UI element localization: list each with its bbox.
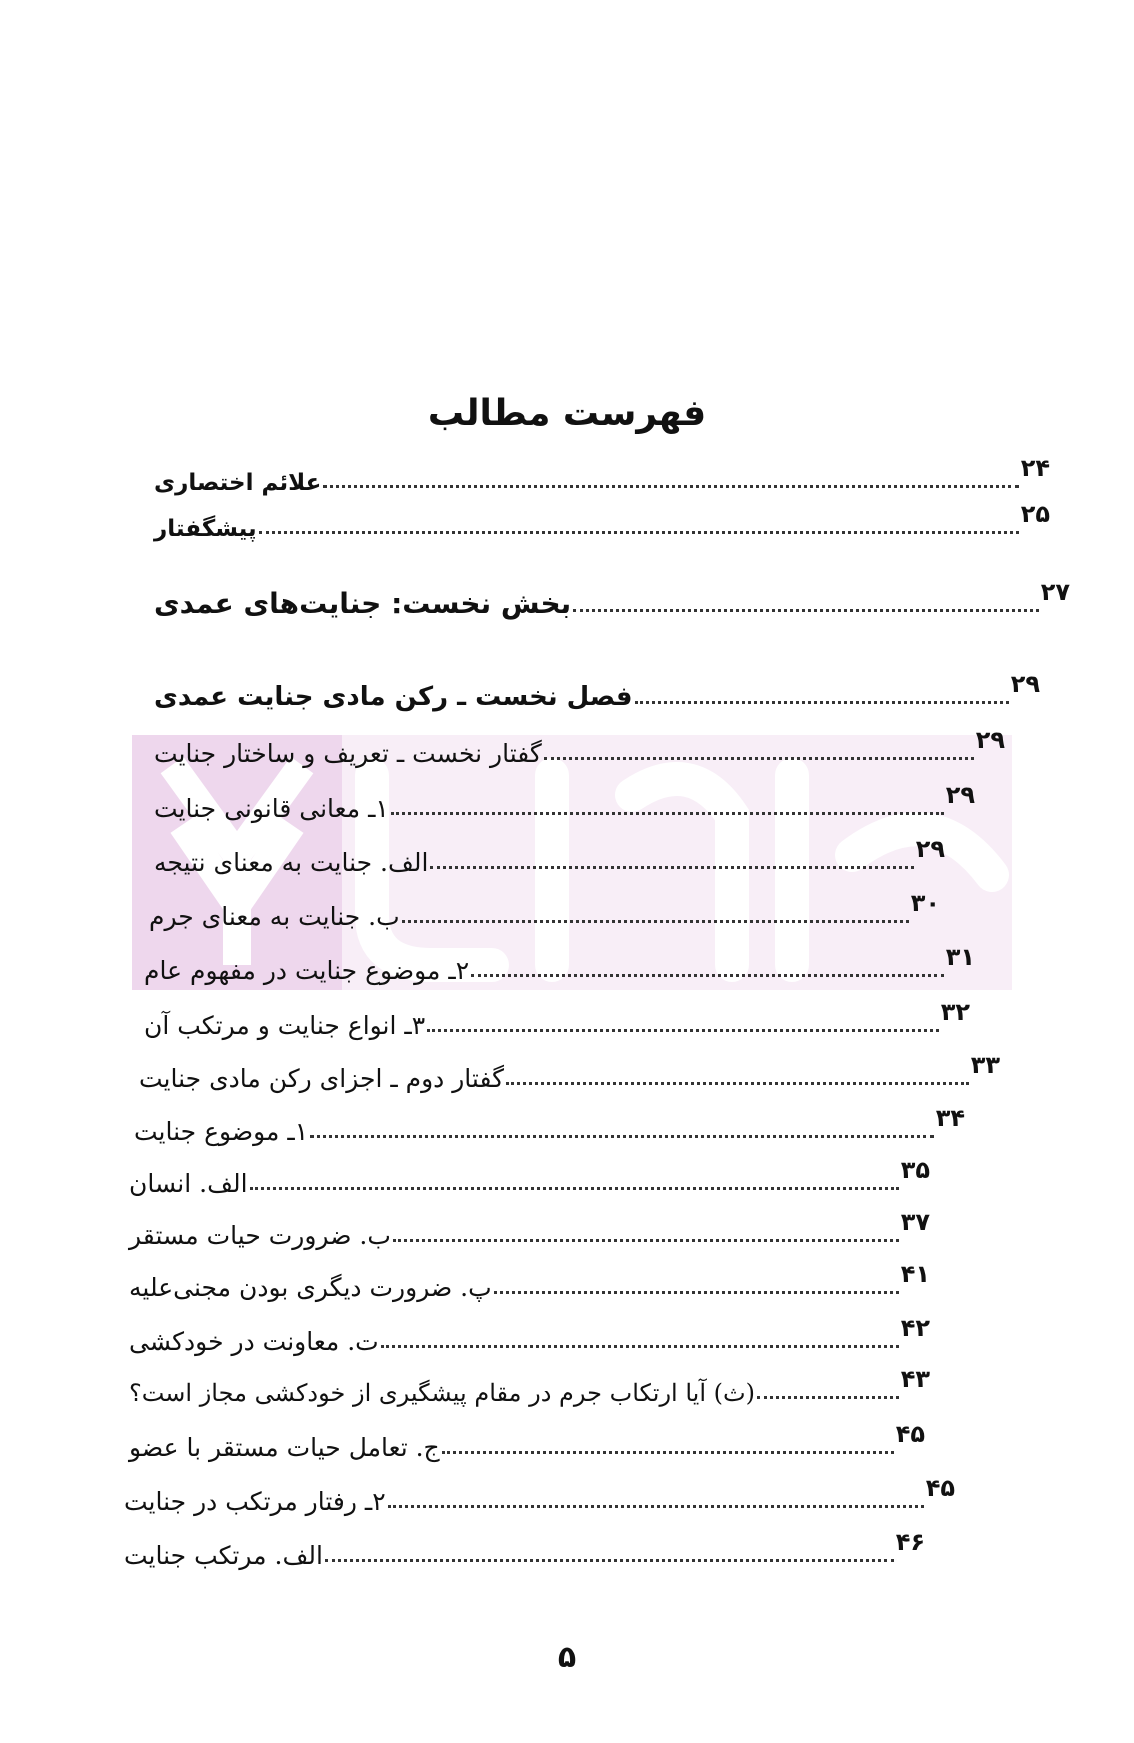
leader-dots <box>393 1239 899 1242</box>
toc-entry <box>145 891 940 931</box>
toc-entry-label: ب. جنایت به معنای جرم <box>149 902 400 931</box>
toc-entry <box>135 1053 1000 1093</box>
toc-entry-label: ب. ضرورت حیات مستقر <box>129 1221 391 1250</box>
toc-entry-page: ۲۹ <box>975 726 1005 754</box>
toc-entry <box>125 1210 930 1250</box>
toc-entry-page: ۲۹ <box>915 835 945 863</box>
leader-dots <box>573 609 1039 612</box>
leader-dots <box>635 701 1009 704</box>
leader-dots <box>757 1396 899 1399</box>
toc-entry-page: ۳۳ <box>970 1051 1000 1079</box>
toc-entry-page: ۳۵ <box>900 1156 930 1184</box>
leader-dots <box>391 812 944 815</box>
toc-entry-label: الف. مرتکب جنایت <box>124 1541 323 1570</box>
toc-entry-label: ۱ـ موضوع جنایت <box>134 1117 309 1146</box>
toc-entry <box>150 783 975 823</box>
toc-entry-label: ۲ـ رفتار مرتکب در جنایت <box>124 1487 386 1516</box>
toc-entry-label: ۳ـ انواع جنایت و مرتکب آن <box>144 1011 426 1040</box>
toc-entry-page: ۲۷ <box>1040 578 1070 606</box>
toc-entry <box>140 945 975 985</box>
leader-dots <box>250 1187 899 1190</box>
toc-entry-label: گفتار نخست ـ تعریف و ساختار جنایت <box>154 739 542 768</box>
toc-entry-page: ۳۲ <box>940 998 970 1026</box>
toc-entry-label: پ. ضرورت دیگری بودن مجنی‌علیه <box>129 1273 492 1302</box>
toc-entry-page: ۲۵ <box>1020 500 1050 528</box>
leader-dots <box>388 1505 924 1508</box>
leader-dots <box>259 531 1019 534</box>
toc-entry-label: گفتار دوم ـ اجزای رکن مادی جنایت <box>139 1064 505 1093</box>
toc-entry <box>125 1262 930 1302</box>
page-number: ۵ <box>557 1640 577 1675</box>
leader-dots <box>325 1559 894 1562</box>
toc-entry-page: ۲۴ <box>1020 454 1050 482</box>
toc-entry-label: ج. تعامل حیات مستقر با عضو <box>129 1433 440 1462</box>
toc-entry-label: (ث) آیا ارتکاب جرم در مقام پیشگیری از خودکشی مجاز است؟ <box>129 1379 755 1407</box>
toc-entry-page: ۳۷ <box>900 1208 930 1236</box>
leader-dots <box>323 485 1018 488</box>
toc-entry-page: ۴۳ <box>900 1365 930 1393</box>
leader-dots <box>430 866 913 869</box>
toc-entry <box>150 672 1040 712</box>
toc-entry-label: بخش نخست: جنایت‌های عمدی <box>154 587 572 620</box>
page-title: فهرست مطالب <box>427 393 707 434</box>
toc-entry <box>125 1158 930 1198</box>
toc-entry-page: ۳۱ <box>945 943 975 971</box>
toc-entry-label: الف. انسان <box>129 1169 248 1198</box>
toc-entry-label: پیشگفتار <box>154 516 257 542</box>
leader-dots <box>544 757 974 760</box>
toc-entry-page: ۴۲ <box>900 1314 930 1342</box>
leader-dots <box>506 1082 969 1085</box>
toc-entry-label: ۱ـ معانی قانونی جنایت <box>154 794 389 823</box>
toc-entry-page: ۳۴ <box>935 1104 965 1132</box>
leader-dots <box>402 920 909 923</box>
toc-entry-page: ۴۵ <box>925 1474 955 1502</box>
toc-entry <box>140 1000 970 1040</box>
toc-entry-label: ت. معاونت در خودکشی <box>129 1327 379 1356</box>
toc-entry-label: ۲ـ موضوع جنایت در مفهوم عام <box>144 956 470 985</box>
toc-entry-page: ۴۱ <box>900 1260 930 1288</box>
toc-entry-label: فصل نخست ـ رکن مادی جنایت عمدی <box>154 682 633 712</box>
leader-dots <box>494 1291 899 1294</box>
toc-entry-page: ۴۵ <box>895 1420 925 1448</box>
leader-dots <box>310 1135 934 1138</box>
toc-entry <box>150 728 1005 768</box>
toc-entry <box>130 1106 965 1146</box>
toc-entry <box>150 837 945 877</box>
toc-entry <box>120 1476 955 1516</box>
leader-dots <box>427 1029 939 1032</box>
toc-entry-page: ۲۹ <box>1010 670 1040 698</box>
toc-entry-page: ۳۰ <box>910 889 940 917</box>
toc-entry-label: علائم اختصاری <box>154 470 322 496</box>
toc-entry <box>120 1530 925 1570</box>
toc-entry <box>125 1422 925 1462</box>
toc-entry <box>125 1367 930 1407</box>
toc-entry <box>125 1316 930 1356</box>
toc-entry-page: ۲۹ <box>945 781 975 809</box>
leader-dots <box>442 1451 894 1454</box>
toc-entry <box>150 580 1070 620</box>
toc-entry-page: ۴۶ <box>895 1528 925 1556</box>
toc-entry <box>150 502 1050 542</box>
toc-entry-label: الف. جنایت به معنای نتیجه <box>154 848 429 877</box>
leader-dots <box>381 1345 899 1348</box>
leader-dots <box>471 974 944 977</box>
toc-entry <box>150 456 1050 496</box>
